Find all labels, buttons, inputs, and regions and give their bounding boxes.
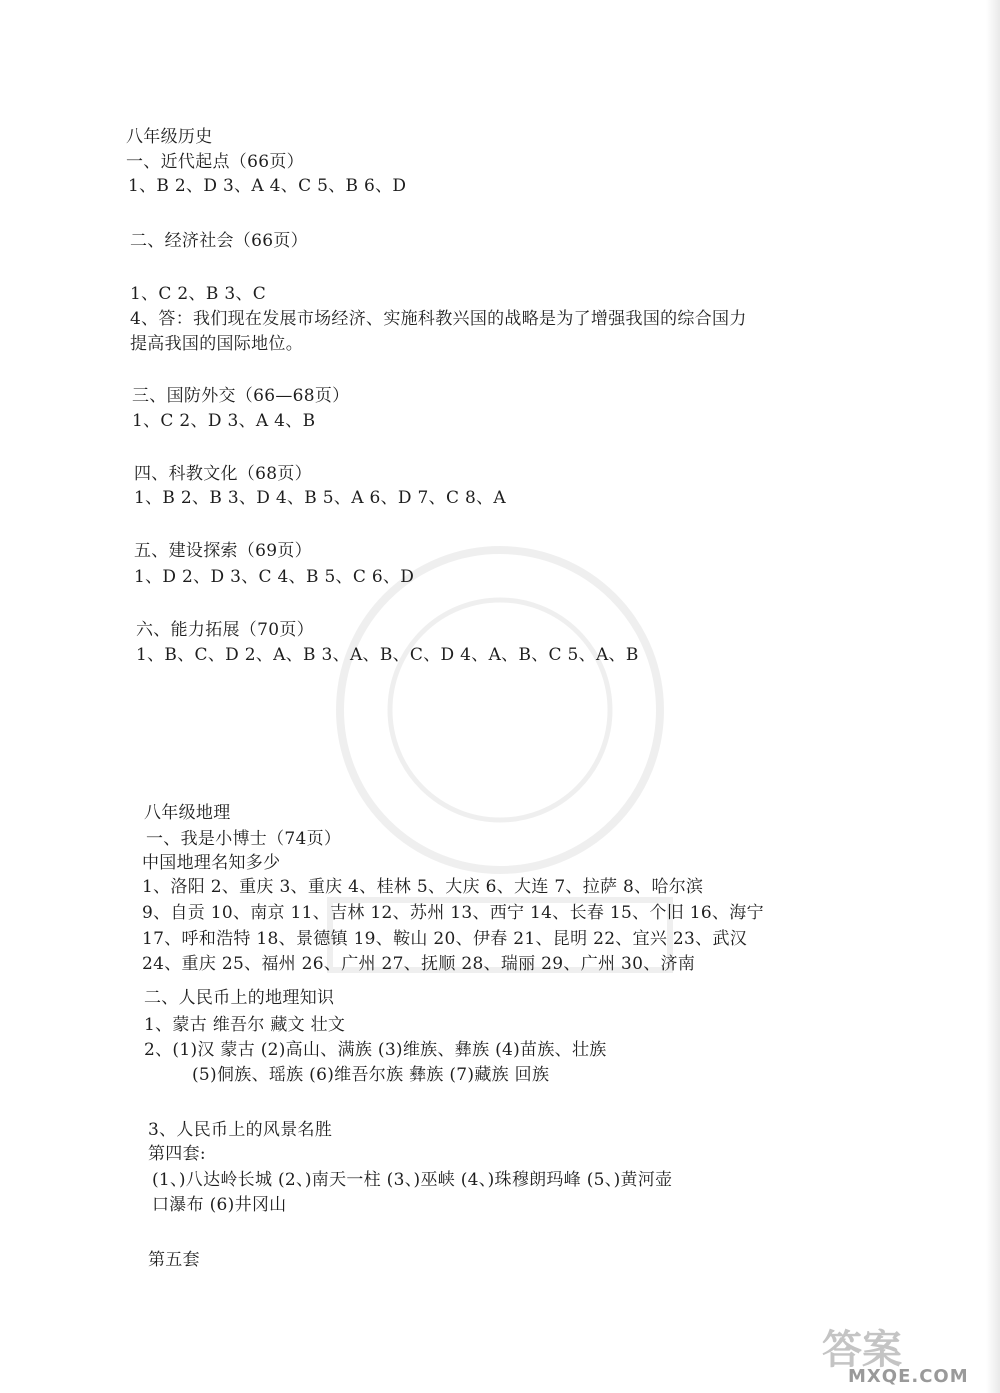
history-line-4: 1、C 2、B 3、C	[130, 284, 267, 304]
history-line-5: 4、答：我们现在发展市场经济、实施科教兴国的战略是为了增强我国的综合国力	[130, 309, 747, 329]
geography-line-13: (1、)八达岭长城 (2、)南天一柱 (3、)巫峡 (4、)珠穆朗玛峰 (5、)黄河壶	[152, 1170, 673, 1190]
history-line-9: 四、科教文化（68页）	[134, 464, 312, 484]
geography-line-2: 中国地理名知多少	[142, 853, 281, 873]
geography-line-11: 3、人民币上的风景名胜	[148, 1120, 333, 1140]
page-edge-shadow	[986, 0, 1000, 1393]
geography-line-4: 9、自贡 10、南京 11、吉林 12、苏州 13、西宁 14、长春 15、个旧 16、海宁	[142, 903, 764, 923]
geography-line-3: 1、洛阳 2、重庆 3、重庆 4、桂林 5、大庆 6、大连 7、拉萨 8、哈尔滨	[142, 877, 704, 897]
logo-mark: 答案	[822, 1327, 902, 1373]
geography-line-12: 第四套:	[148, 1144, 206, 1164]
geography-line-10: (5)侗族、瑶族 (6)维吾尔族 彝族 (7)藏族 回族	[192, 1065, 550, 1085]
history-line-7: 三、国防外交（66—68页）	[132, 386, 350, 406]
site-logo	[818, 1318, 986, 1388]
geography-line-1: 一、我是小博士（74页）	[146, 829, 342, 849]
history-line-14: 1、B、C、D 2、A、B 3、A、B、C、D 4、A、B、C 5、A、B	[136, 645, 639, 665]
history-title: 八年级历史	[126, 127, 213, 147]
history-line-3: 二、经济社会（66页）	[130, 231, 308, 251]
geography-line-8: 1、蒙古 维吾尔 藏文 壮文	[144, 1015, 346, 1035]
history-line-13: 六、能力拓展（70页）	[136, 620, 314, 640]
geography-line-14: 口瀑布 (6)井冈山	[152, 1195, 287, 1215]
history-line-11: 五、建设探索（69页）	[134, 541, 312, 561]
history-line-1: 一、近代起点（66页）	[126, 152, 304, 172]
geography-line-15: 第五套	[148, 1250, 200, 1270]
logo-text: MXQE.COM	[848, 1366, 969, 1387]
geography-line-9: 2、(1)汉 蒙古 (2)高山、满族 (3)维族、彝族 (4)苗族、壮族	[144, 1040, 607, 1060]
geography-line-6: 24、重庆 25、福州 26、广州 27、抚顺 28、瑞丽 29、广州 30、济南	[142, 954, 696, 974]
history-line-8: 1、C 2、D 3、A 4、B	[132, 411, 316, 431]
history-line-12: 1、D 2、D 3、C 4、B 5、C 6、D	[134, 567, 415, 587]
geography-line-7: 二、人民币上的地理知识	[144, 988, 335, 1008]
history-line-10: 1、B 2、B 3、D 4、B 5、A 6、D 7、C 8、A	[134, 488, 506, 508]
history-line-6: 提高我国的国际地位。	[130, 334, 303, 354]
history-line-2: 1、B 2、D 3、A 4、C 5、B 6、D	[128, 176, 407, 196]
geography-title: 八年级地理	[144, 803, 231, 823]
geography-line-5: 17、呼和浩特 18、景德镇 19、鞍山 20、伊春 21、昆明 22、宜兴 23、武汉	[142, 929, 748, 949]
